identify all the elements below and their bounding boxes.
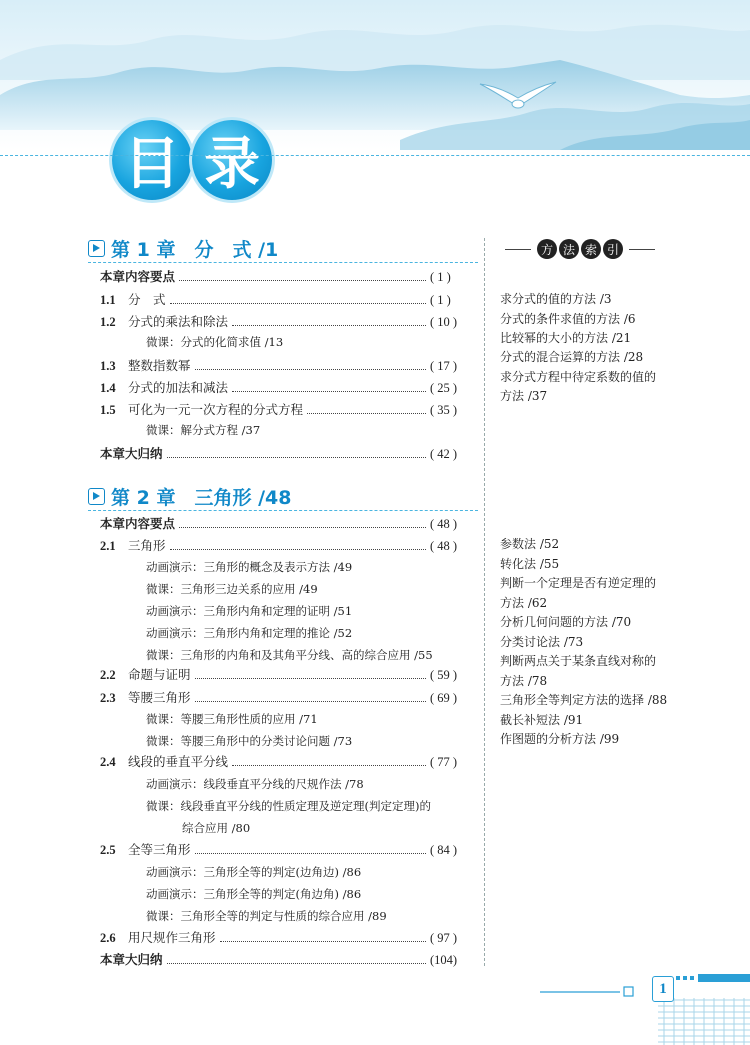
toc-entry-label: 用尺规作三角形 xyxy=(128,930,216,945)
method-entry[interactable]: 转化法 /55 xyxy=(500,557,560,571)
dot-leader xyxy=(195,678,426,679)
toc-entry-page: ( 17 ) xyxy=(430,359,458,373)
dot-leader xyxy=(179,280,426,281)
toc-entry-page: ( 77 ) xyxy=(430,755,458,769)
toc-sub-entry[interactable]: 动画演示：三角形全等的判定(边角边) /86 xyxy=(146,865,362,879)
method-title-char: 引 xyxy=(603,239,623,259)
toc-entry-label: 本章内容要点 xyxy=(100,269,176,284)
chapter-arrow-icon xyxy=(88,240,105,257)
method-entry[interactable]: 判断一个定理是否有逆定理的 xyxy=(500,576,657,590)
chapter-2-underline xyxy=(88,510,478,511)
toc-entry[interactable] xyxy=(100,290,474,310)
title-char-mu: 目 xyxy=(112,120,192,200)
method-title-char: 索 xyxy=(581,239,601,259)
method-entry[interactable]: 方法 /37 xyxy=(500,389,548,403)
column-divider xyxy=(484,238,485,966)
toc-entry-number: 1.5 xyxy=(100,403,116,417)
footer-decoration xyxy=(540,970,750,1045)
toc-entry-label: 命题与证明 xyxy=(128,667,191,682)
dot-leader xyxy=(170,549,426,550)
toc-entry-page: ( 59 ) xyxy=(430,668,458,682)
toc-entry-page: ( 1 ) xyxy=(430,293,451,307)
toc-entry-number: 2.6 xyxy=(100,931,116,945)
toc-entry-page: ( 35 ) xyxy=(430,403,458,417)
dot-leader xyxy=(195,701,426,702)
toc-entry-page: ( 42 ) xyxy=(430,447,458,461)
method-entry[interactable]: 比较幂的大小的方法 /21 xyxy=(500,331,632,345)
method-entry[interactable]: 分式的混合运算的方法 /28 xyxy=(500,350,644,364)
toc-entry-label: 本章大归纳 xyxy=(100,446,163,461)
header-divider xyxy=(0,155,750,156)
method-entry[interactable]: 求分式方程中待定系数的值的 xyxy=(500,370,657,384)
toc-sub-entry[interactable]: 动画演示：三角形的概念及表示方法 /49 xyxy=(146,560,353,574)
header-banner-illustration xyxy=(0,0,750,170)
toc-entry-number: 2.5 xyxy=(100,843,116,857)
toc-entry[interactable] xyxy=(100,950,474,970)
toc-entry-label: 本章内容要点 xyxy=(100,516,176,531)
toc-entry-number: 1.4 xyxy=(100,381,116,395)
toc-entry[interactable] xyxy=(100,840,474,860)
method-title-char: 法 xyxy=(559,239,579,259)
dot-leader xyxy=(307,413,426,414)
dot-leader xyxy=(167,457,426,458)
toc-entry-label: 可化为一元一次方程的分式方程 xyxy=(128,402,304,417)
method-entry[interactable]: 方法 /78 xyxy=(500,674,548,688)
toc-entry[interactable] xyxy=(100,312,474,332)
toc-entry-page: (104) xyxy=(430,953,458,967)
toc-entry-label: 本章大归纳 xyxy=(100,952,163,967)
toc-entry-number: 1.3 xyxy=(100,359,116,373)
toc-sub-entry[interactable]: 动画演示：三角形全等的判定(角边角) /86 xyxy=(146,887,362,901)
divider xyxy=(629,249,655,250)
chapter-arrow-icon xyxy=(88,488,105,505)
method-entry[interactable]: 作图题的分析方法 /99 xyxy=(500,732,620,746)
toc-sub-entry[interactable]: 微课：三角形的内角和及其角平分线、高的综合应用 /55 xyxy=(146,648,433,662)
toc-entry-label: 等腰三角形 xyxy=(128,690,191,705)
toc-entry[interactable] xyxy=(100,378,474,398)
toc-entry-label: 三角形 xyxy=(128,538,166,553)
method-entry[interactable]: 方法 /62 xyxy=(500,596,548,610)
chapter-2-heading[interactable] xyxy=(88,484,291,508)
dot-leader xyxy=(170,303,426,304)
toc-entry-number: 2.2 xyxy=(100,668,116,682)
toc-entry-number: 2.4 xyxy=(100,755,116,769)
method-entry[interactable]: 三角形全等判定方法的选择 /88 xyxy=(500,693,668,707)
toc-entry-number: 1.1 xyxy=(100,293,116,307)
toc-entry-page: ( 25 ) xyxy=(430,381,458,395)
toc-entry[interactable] xyxy=(100,688,474,708)
method-entry[interactable]: 分析几何问题的方法 /70 xyxy=(500,615,632,629)
toc-sub-entry[interactable]: 动画演示：线段垂直平分线的尺规作法 /78 xyxy=(146,777,364,791)
toc-entry-label: 线段的垂直平分线 xyxy=(128,754,229,769)
toc-entry[interactable] xyxy=(100,514,474,534)
toc-sub-entry[interactable]: 微课：等腰三角形性质的应用 /71 xyxy=(146,712,318,726)
toc-entry-number: 1.2 xyxy=(100,315,116,329)
toc-entry-label: 全等三角形 xyxy=(128,842,191,857)
toc-entry[interactable] xyxy=(100,928,474,948)
toc-sub-entry[interactable]: 动画演示：三角形内角和定理的证明 /51 xyxy=(146,604,353,618)
dot-leader xyxy=(195,853,426,854)
toc-entry-page: ( 97 ) xyxy=(430,931,458,945)
toc-entry-label: 分式的乘法和除法 xyxy=(128,314,229,329)
method-entry[interactable]: 分类讨论法 /73 xyxy=(500,635,584,649)
chapter-1-title: 第 1 章 分 式 /1 xyxy=(111,238,279,261)
toc-entry-number: 2.3 xyxy=(100,691,116,705)
title-char-lu: 录 xyxy=(192,120,272,200)
chapter-1-underline xyxy=(88,262,478,263)
method-entry[interactable]: 分式的条件求值的方法 /6 xyxy=(500,312,636,326)
dot-leader xyxy=(167,963,426,964)
method-entry[interactable]: 判断两点关于某条直线对称的 xyxy=(500,654,657,668)
toc-entry[interactable] xyxy=(100,444,474,464)
dot-leader xyxy=(179,527,426,528)
toc-entry[interactable] xyxy=(100,400,474,420)
method-entry[interactable]: 参数法 /52 xyxy=(500,537,560,551)
toc-sub-entry[interactable]: 微课：三角形全等的判定与性质的综合应用 /89 xyxy=(146,909,387,923)
page-number: 1 xyxy=(652,976,674,1002)
method-index-title xyxy=(505,238,655,260)
toc-sub-entry[interactable]: 微课：三角形三边关系的应用 /49 xyxy=(146,582,318,596)
toc-sub-entry[interactable]: 微课：线段垂直平分线的性质定理及逆定理(判定定理)的 xyxy=(146,799,431,813)
toc-entry-number: 2.1 xyxy=(100,539,116,553)
toc-sub-entry[interactable]: 微课：解分式方程 /37 xyxy=(146,423,261,437)
method-entry[interactable]: 截长补短法 /91 xyxy=(500,713,584,727)
toc-entry-page: ( 48 ) xyxy=(430,517,458,531)
toc-sub-entry[interactable]: 动画演示：三角形内角和定理的推论 /52 xyxy=(146,626,353,640)
toc-entry-page: ( 69 ) xyxy=(430,691,458,705)
method-title-char: 方 xyxy=(537,239,557,259)
toc-entry-label: 分 式 xyxy=(128,292,166,307)
dot-leader xyxy=(232,765,426,766)
toc-entry[interactable] xyxy=(100,267,474,287)
dot-leader xyxy=(232,325,426,326)
toc-entry-page: ( 84 ) xyxy=(430,843,458,857)
toc-entry[interactable] xyxy=(100,536,474,556)
toc-entry[interactable] xyxy=(100,665,474,685)
divider xyxy=(505,249,531,250)
toc-sub-entry-continued[interactable]: 综合应用 /80 xyxy=(182,821,251,835)
method-entry[interactable]: 求分式的值的方法 /3 xyxy=(500,292,612,306)
toc-entry-page: ( 1 ) xyxy=(430,270,451,284)
toc-sub-entry[interactable]: 微课：等腰三角形中的分类讨论问题 /73 xyxy=(146,734,353,748)
toc-entry[interactable] xyxy=(100,752,474,772)
toc-sub-entry[interactable]: 微课：分式的化简求值 /13 xyxy=(146,335,284,349)
toc-entry-page: ( 10 ) xyxy=(430,315,458,329)
dot-leader xyxy=(220,941,426,942)
toc-entry-label: 分式的加法和减法 xyxy=(128,380,229,395)
chapter-1-heading[interactable] xyxy=(88,236,278,260)
toc-entry-label: 整数指数幂 xyxy=(128,358,191,373)
toc-entry-page: ( 48 ) xyxy=(430,539,458,553)
dot-leader xyxy=(195,369,426,370)
toc-entry[interactable] xyxy=(100,356,474,376)
chapter-2-title: 第 2 章 三角形 /48 xyxy=(111,486,292,509)
dot-leader xyxy=(232,391,426,392)
